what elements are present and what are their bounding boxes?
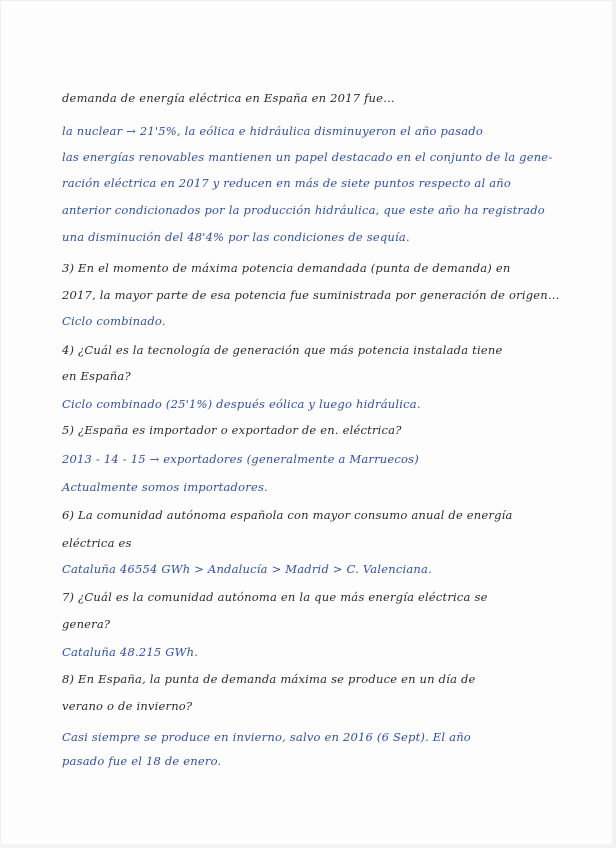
text-line: Cataluña 46554 GWh > Andalucía > Madrid > C. Valenciana.: [62, 562, 432, 576]
text-line: verano o de invierno?: [62, 699, 193, 713]
text-line: 7) ¿Cuál es la comunidad autónoma en la que más energía eléctrica se: [62, 590, 488, 604]
text-line: 6) La comunidad autónoma española con mayor consumo anual de energía: [62, 508, 513, 522]
text-line: 2013 - 14 - 15 → exportadores (generalmente a Marruecos): [62, 452, 419, 466]
text-line: genera?: [62, 617, 111, 631]
text-line: 5) ¿España es importador o exportador de en. eléctrica?: [62, 423, 402, 437]
text-line: Ciclo combinado.: [62, 314, 166, 328]
text-line: Casi siempre se produce en invierno, salvo en 2016 (6 Sept). El año: [62, 730, 471, 744]
text-line: anterior condicionados por la producción hidráulica, que este año ha registrado: [62, 203, 545, 217]
text-line: 3) En el momento de máxima potencia demandada (punta de demanda) en: [62, 261, 511, 275]
text-line: pasado fue el 18 de enero.: [62, 754, 222, 768]
text-line: 2017, la mayor parte de esa potencia fue suministrada por generación de origen…: [62, 288, 560, 302]
text-line: 8) En España, la punta de demanda máxima se produce en un día de: [62, 672, 476, 686]
text-line: la nuclear → 21'5%, la eólica e hidráulica disminuyeron el año pasado: [62, 124, 483, 138]
text-line: Ciclo combinado (25'1%) después eólica y luego hidráulica.: [62, 397, 421, 411]
text-line: 4) ¿Cuál es la tecnología de generación que más potencia instalada tiene: [62, 343, 503, 357]
text-line: demanda de energía eléctrica en España en 2017 fue…: [62, 91, 395, 105]
text-line: Actualmente somos importadores.: [62, 480, 268, 494]
text-line: eléctrica es: [62, 536, 132, 550]
text-line: en España?: [62, 369, 131, 383]
text-line: una disminución del 48'4% por las condiciones de sequía.: [62, 230, 410, 244]
text-line: las energías renovables mantienen un papel destacado en el conjunto de la gene-: [62, 150, 553, 164]
text-line: Cataluña 48.215 GWh.: [62, 645, 199, 659]
text-line: ración eléctrica en 2017 y reducen en más de siete puntos respecto al año: [62, 176, 511, 190]
